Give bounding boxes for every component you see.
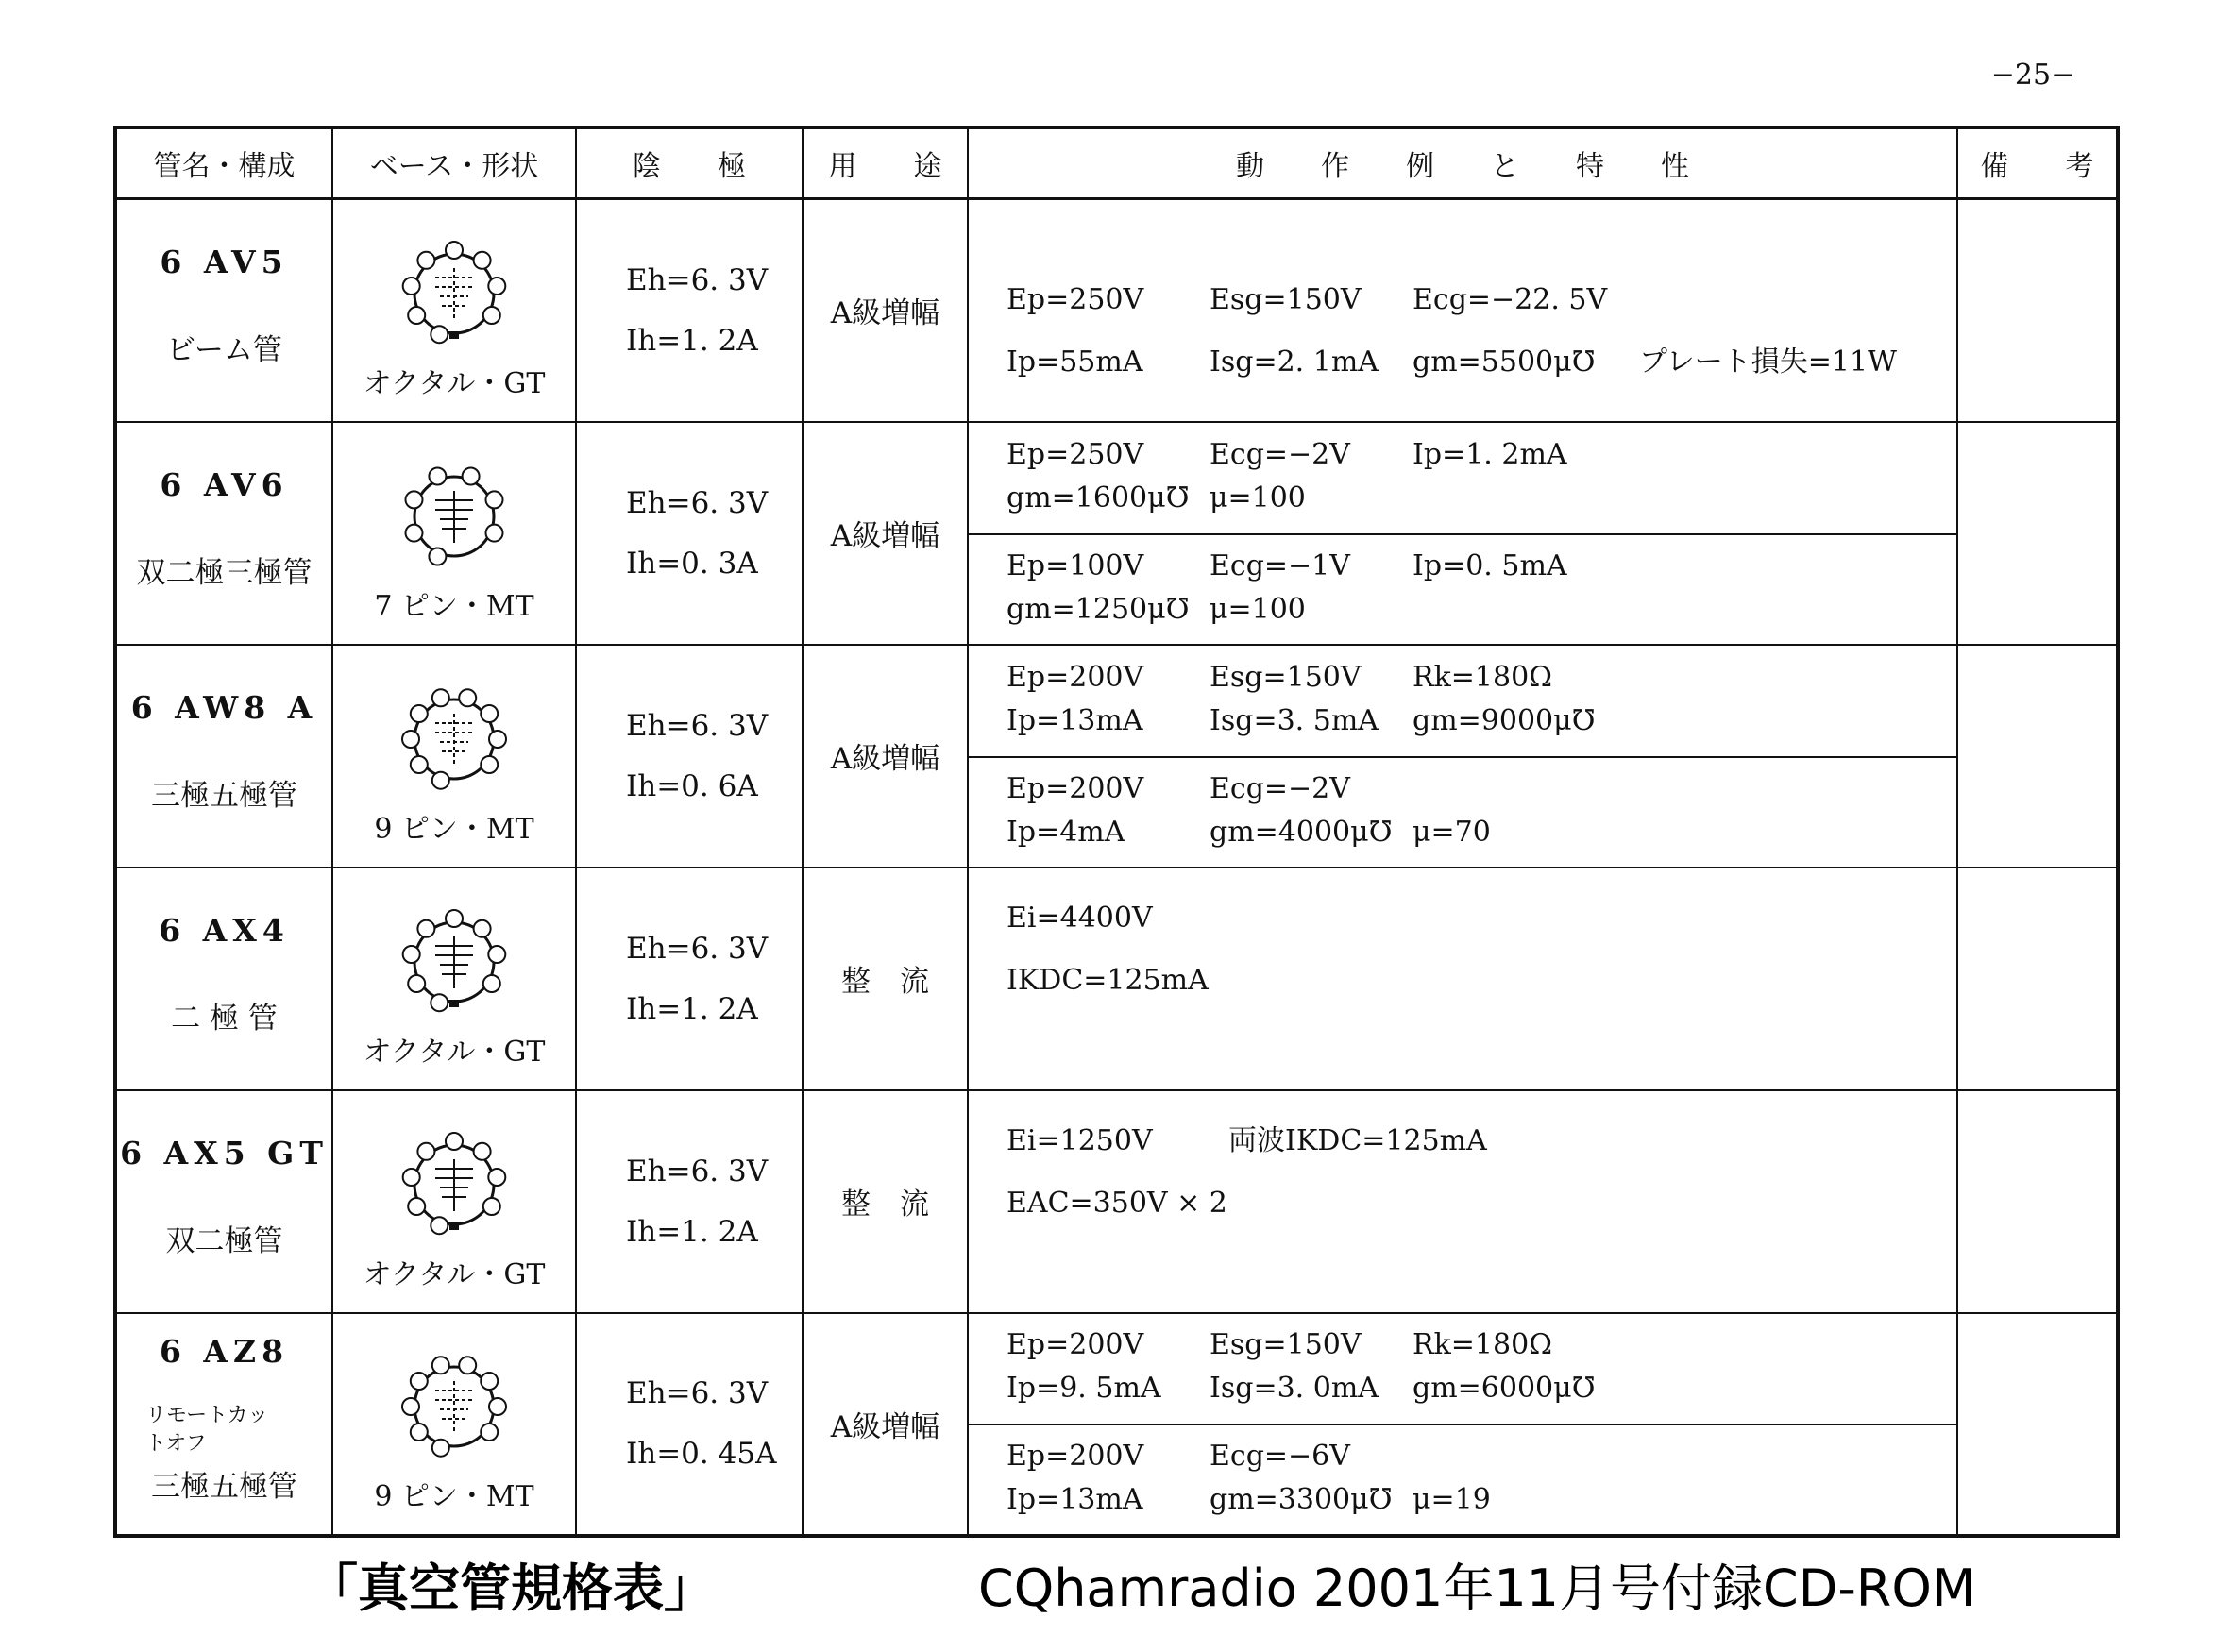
use-cell [803,1313,968,1536]
heater-voltage: Eh=6. 3V [626,262,769,297]
table-row [115,199,2118,422]
operation-value: Ecg=−2V [1210,771,1350,805]
operation-value: gm=9000μ℧ [1413,703,1596,737]
operation-value: Ecg=−1V [1210,548,1350,582]
operation-value: Ip=1. 2mA [1413,437,1567,471]
operation-example [969,424,1956,533]
heater-voltage: Eh=6. 3V [626,708,769,743]
operation-cell [968,199,1957,422]
operation-example [969,1314,1956,1424]
operation-line [1007,887,1956,950]
tube-base-cell [332,868,576,1090]
operation-value: Ei=1250V [1007,1123,1153,1157]
tube-subtype: リモートカッ トオフ [145,1404,269,1457]
operation-line [1007,1367,1956,1410]
tube-name-cell [115,1090,332,1313]
operation-value: μ=19 [1413,1483,1491,1517]
operation-example [969,228,1956,394]
operation-line [1007,269,1956,331]
tube-type: 三極五極管 [151,778,297,813]
remark-cell [1957,645,2118,868]
tube-model: 6 AX4 [159,911,290,949]
operation-value: gm=6000μ℧ [1413,1372,1596,1406]
tube-use: 整 流 [841,965,929,1000]
base-type: 9 ピン・MT [374,812,534,846]
page-number: −25− [1990,59,2075,92]
header-operation: 動 作 例 と 特 性 [968,127,1957,199]
remark-cell [1957,1313,2118,1536]
operation-value: IKDC=125mA [1007,963,1209,997]
tube-base-cell [332,1313,576,1536]
operation-value: Ip=55mA [1007,345,1143,379]
tube-name-cell [115,645,332,868]
remark-cell [1957,868,2118,1090]
tube-type: 二 極 管 [171,1001,278,1036]
table-row [115,422,2118,645]
header-use: 用 途 [803,127,968,199]
remark-cell [1957,422,2118,645]
7pin-duodiode-triode-pinout-icon [333,448,575,581]
operation-cell [968,868,1957,1090]
operation-value: Ip=13mA [1007,1483,1143,1517]
operation-value: Esg=150V [1210,282,1362,316]
operation-value: Ep=100V [1007,548,1144,582]
footer-title: 「真空管規格表」 [307,1559,715,1618]
operation-value: Ep=250V [1007,282,1144,316]
cathode-cell [576,199,803,422]
operation-value: Esg=150V [1210,660,1362,694]
table-row [115,645,2118,868]
operation-line [1007,656,1956,700]
operation-value: gm=4000μ℧ [1210,815,1393,849]
operation-line [1007,433,1956,477]
use-cell [803,645,968,868]
operation-example [969,756,1956,866]
octal-diode-pinout-icon [333,894,575,1026]
base-type: オクタル・GT [363,1257,546,1291]
operation-line [1007,767,1956,811]
operation-value: Ep=200V [1007,1328,1144,1362]
tube-base-cell [332,422,576,645]
heater-voltage: Eh=6. 3V [626,1154,769,1188]
header-cathode: 陰 極 [576,127,803,199]
table-row [115,1313,2118,1536]
operation-value: μ=100 [1210,480,1306,514]
operation-value: Ip=0. 5mA [1413,548,1567,582]
cathode-cell [576,868,803,1090]
remark-cell [1957,1090,2118,1313]
heater-current: Ih=1. 2A [626,991,758,1026]
operation-line [1007,950,1956,1012]
operation-cell [968,1090,1957,1313]
operation-value: Ep=200V [1007,660,1144,694]
operation-value: EAC=350V × 2 [1007,1186,1227,1220]
use-cell [803,868,968,1090]
operation-line [1007,545,1956,588]
operation-line [1007,331,1956,394]
footer-source: CQhamradio 2001年11月号付録CD-ROM [978,1559,1976,1618]
operation-line [1007,1323,1956,1367]
operation-value: プレート損失=11W [1639,345,1897,379]
operation-value: Isg=3. 5mA [1210,703,1379,737]
use-cell [803,422,968,645]
operation-value: Ecg=−2V [1210,437,1350,471]
9pin-triode-pentode-pinout-icon [333,671,575,803]
base-type: 7 ピン・MT [374,589,534,623]
remark-cell [1957,199,2118,422]
operation-cell [968,1313,1957,1536]
tube-type: ビーム管 [166,332,282,367]
cathode-cell [576,1090,803,1313]
operation-value: μ=100 [1210,592,1306,626]
operation-example [969,647,1956,756]
operation-value: Ep=200V [1007,771,1144,805]
operation-line [1007,1435,1956,1478]
operation-value: Ip=4mA [1007,815,1125,849]
tube-base-cell [332,645,576,868]
operation-line [1007,477,1956,520]
tube-model: 6 AV6 [160,465,289,503]
tube-type: 双二極管 [165,1223,283,1258]
header-remark: 備 考 [1957,127,2118,199]
octal-duodiode-pinout-icon [333,1117,575,1249]
base-type: 9 ピン・MT [374,1480,534,1514]
operation-value: Ip=13mA [1007,703,1143,737]
tube-use: A級増幅 [830,296,940,331]
table-row [115,868,2118,1090]
heater-voltage: Eh=6. 3V [626,485,769,520]
operation-value: Ip=9. 5mA [1007,1372,1161,1406]
operation-value: Esg=150V [1210,1328,1362,1362]
operation-value: gm=3300μ℧ [1210,1483,1393,1517]
heater-voltage: Eh=6. 3V [626,931,769,966]
heater-current: Ih=0. 3A [626,546,758,581]
tube-model: 6 AX5 GT [120,1134,329,1172]
octal-beam-tube-pinout-icon [333,226,575,358]
use-cell [803,199,968,422]
9pin-triode-pentode-pinout-icon [333,1339,575,1471]
cathode-cell [576,422,803,645]
operation-value: gm=5500μ℧ [1413,345,1596,379]
operation-cell [968,422,1957,645]
base-type: オクタル・GT [363,366,546,400]
tube-use: 整 流 [841,1188,929,1222]
operation-example [969,1091,1956,1299]
table-row [115,1090,2118,1313]
tube-base-cell [332,1090,576,1313]
tube-use: A級増幅 [830,742,940,777]
operation-line [1007,1172,1956,1235]
operation-value: gm=1250μ℧ [1007,592,1190,626]
tube-model: 6 AW8 A [130,688,318,726]
heater-voltage: Eh=6. 3V [626,1376,769,1411]
operation-value: Isg=2. 1mA [1210,345,1379,379]
operation-value: Ecg=−22. 5V [1413,282,1608,316]
operation-example [969,868,1956,1076]
tube-model: 6 AV5 [160,243,289,280]
tube-base-cell [332,199,576,422]
operation-line [1007,1110,1956,1172]
operation-line [1007,811,1956,854]
operation-value: gm=1600μ℧ [1007,480,1190,514]
tube-type: 三極五極管 [151,1470,297,1505]
operation-line [1007,700,1956,743]
operation-line [1007,588,1956,632]
tube-use: A級増幅 [830,1409,940,1444]
operation-example [969,1424,1956,1533]
operation-value: 両波IKDC=125mA [1228,1123,1487,1157]
operation-value: μ=70 [1413,815,1491,849]
tube-name-cell [115,1313,332,1536]
operation-value: Ecg=−6V [1210,1440,1350,1474]
heater-current: Ih=0. 45A [626,1437,777,1472]
tube-name-cell [115,868,332,1090]
header-base: ベース・形状 [332,127,576,199]
operation-value: Ep=200V [1007,1440,1144,1474]
heater-current: Ih=1. 2A [626,323,758,358]
operation-example [969,533,1956,643]
header-row [115,127,2118,199]
tube-use: A級増幅 [830,519,940,554]
operation-value: Ei=4400V [1007,901,1153,935]
cathode-cell [576,1313,803,1536]
operation-value: Ep=250V [1007,437,1144,471]
operation-cell [968,645,1957,868]
operation-value: Rk=180Ω [1413,660,1553,694]
cathode-cell [576,645,803,868]
tube-type: 双二極三極管 [136,555,313,590]
heater-current: Ih=0. 6A [626,768,758,803]
operation-value: Isg=3. 0mA [1210,1372,1379,1406]
base-type: オクタル・GT [363,1035,546,1069]
operation-line [1007,1478,1956,1522]
use-cell [803,1090,968,1313]
tube-spec-table [113,126,2120,1538]
operation-value: Rk=180Ω [1413,1328,1553,1362]
tube-name-cell [115,199,332,422]
heater-current: Ih=1. 2A [626,1214,758,1249]
tube-model: 6 AZ8 [159,1333,290,1371]
header-name: 管名・構成 [115,127,332,199]
tube-name-cell [115,422,332,645]
